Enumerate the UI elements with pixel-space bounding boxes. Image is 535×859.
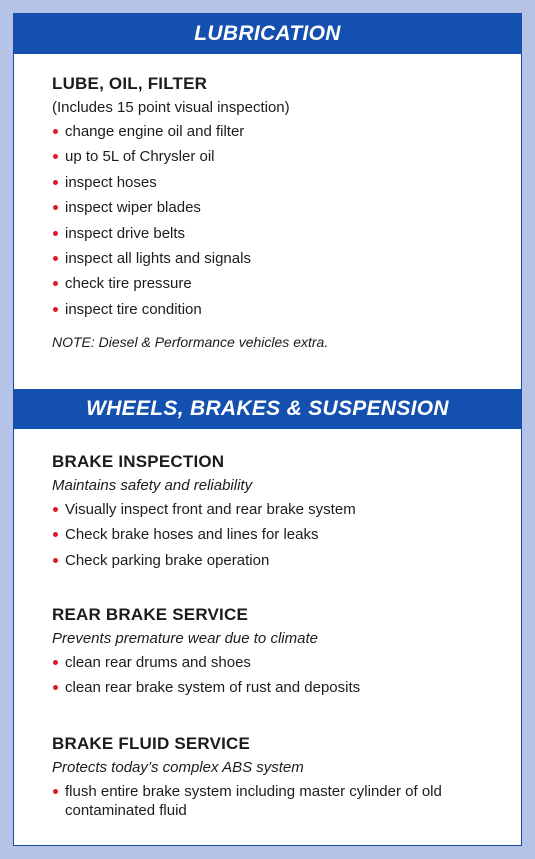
- list-item: [52, 224, 501, 243]
- lube-oil-filter-title: LUBE, OIL, FILTER: [52, 74, 208, 93]
- list-item-text: inspect tire condition: [65, 300, 202, 318]
- list-item-text: Visually inspect front and rear brake system: [65, 501, 356, 518]
- bullet-dot-icon: [53, 205, 58, 210]
- brake-inspection-list: [52, 500, 501, 570]
- bullet-dot-icon: [53, 154, 58, 159]
- list-item: [52, 525, 501, 544]
- bullet-dot-icon: [53, 789, 58, 794]
- rear-brake-service-title: REAR BRAKE SERVICE: [52, 605, 248, 624]
- list-item-text: change engine oil and filter: [65, 123, 245, 140]
- bullet-dot-icon: [53, 281, 58, 286]
- list-item-text: inspect wiper blades: [65, 199, 201, 217]
- list-item-text: inspect all lights and signals: [65, 249, 251, 267]
- list-item: [52, 198, 501, 217]
- list-item: [52, 300, 501, 319]
- bullet-dot-icon: [53, 532, 58, 537]
- bullet-dot-icon: [53, 256, 58, 261]
- brake-fluid-service-subtitle: Protects today’s complex ABS system: [52, 759, 304, 776]
- lube-oil-filter-section: [52, 74, 501, 351]
- brake-fluid-service-list: [52, 782, 471, 820]
- rear-brake-service-subtitle: Prevents premature wear due to climate: [52, 630, 318, 647]
- rear-brake-service-section: [52, 605, 501, 704]
- lube-oil-filter-list: [52, 122, 501, 319]
- bullet-dot-icon: [53, 180, 58, 185]
- bullet-dot-icon: [53, 507, 58, 512]
- list-item-text: clean rear drums and shoes: [65, 654, 251, 671]
- list-item-text: flush entire brake system including master cylinder of old contaminated fluid: [65, 783, 442, 819]
- brake-inspection-section: [52, 452, 501, 576]
- wheels-brakes-suspension-banner: WHEELS, BRAKES & SUSPENSION: [14, 389, 521, 429]
- list-item: [52, 551, 501, 570]
- list-item: [52, 173, 501, 192]
- brake-fluid-service-title: BRAKE FLUID SERVICE: [52, 734, 251, 753]
- list-item: [52, 500, 501, 519]
- lubrication-note: NOTE: Diesel & Performance vehicles extra.: [52, 333, 329, 350]
- list-item-text: Check parking brake operation: [65, 551, 270, 569]
- list-item-text: Check brake hoses and lines for leaks: [65, 526, 319, 544]
- list-item: [52, 678, 501, 697]
- brake-inspection-subtitle: Maintains safety and reliability: [52, 477, 253, 494]
- list-item: [52, 653, 501, 672]
- list-item: [52, 147, 501, 166]
- list-item-text: up to 5L of Chrysler oil: [65, 148, 215, 166]
- bullet-dot-icon: [53, 558, 58, 563]
- list-item: [52, 274, 501, 293]
- bullet-dot-icon: [53, 231, 58, 236]
- lube-oil-filter-subtitle: (Includes 15 point visual inspection): [52, 99, 290, 116]
- service-card: [13, 13, 522, 846]
- rear-brake-service-list: [52, 653, 501, 697]
- bullet-dot-icon: [53, 129, 58, 134]
- bullet-dot-icon: [53, 685, 58, 690]
- list-item-text: inspect hoses: [65, 173, 157, 191]
- brake-fluid-service-section: [52, 734, 471, 826]
- list-item-text: inspect drive belts: [65, 224, 186, 242]
- bullet-dot-icon: [53, 307, 58, 312]
- list-item-text: check tire pressure: [65, 275, 192, 293]
- lubrication-banner: LUBRICATION: [14, 14, 521, 54]
- list-item-text: clean rear brake system of rust and deposits: [65, 679, 361, 697]
- list-item: [52, 122, 501, 141]
- list-item: [52, 249, 501, 268]
- list-item: [52, 782, 471, 820]
- bullet-dot-icon: [53, 660, 58, 665]
- brake-inspection-title: BRAKE INSPECTION: [52, 452, 225, 471]
